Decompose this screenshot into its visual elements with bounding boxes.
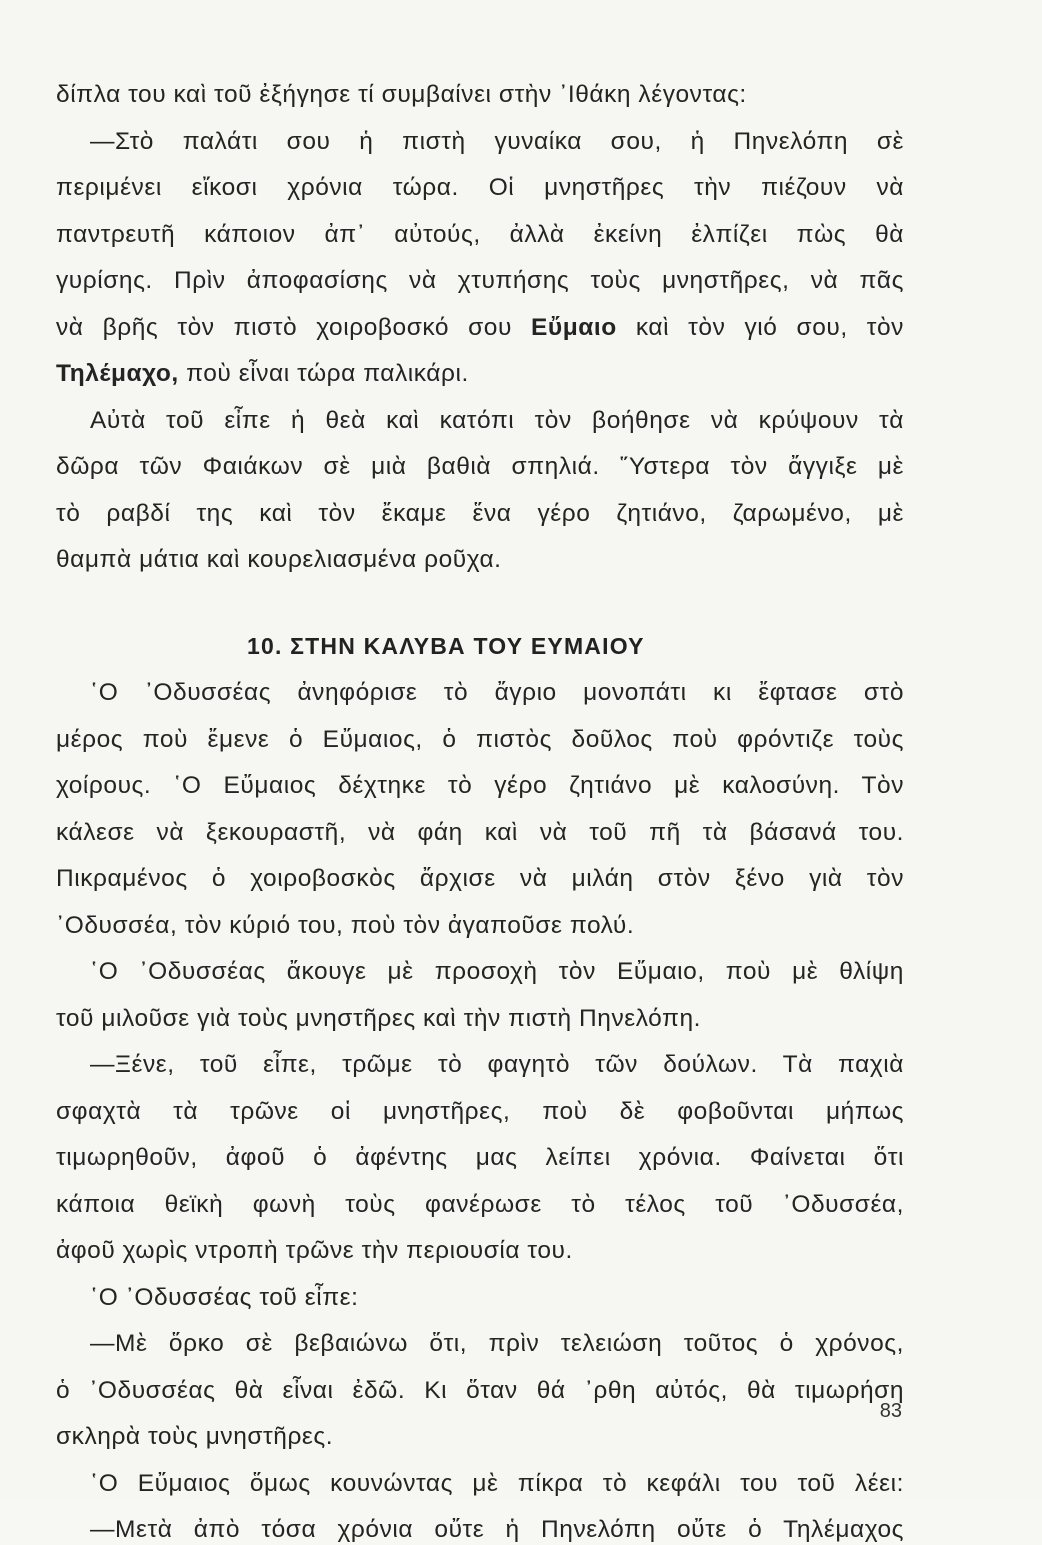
page-number: 83 (879, 1400, 902, 1422)
text-line: γυρίσης. Πρὶν ἀποφασίσης νὰ χτυπήσης τοὺς μνηστῆρες, νὰ πᾶς (56, 267, 904, 294)
text-segment: καὶ τὸν γιό σου, τὸν (616, 313, 904, 341)
text-line: —Ξένε, τοῦ εἶπε, τρῶμε τὸ φαγητὸ τῶν δούλων. Τὰ παχιὰ (90, 1051, 904, 1078)
text-line: μέρος ποὺ ἔμενε ὁ Εὔμαιος, ὁ πιστὸς δοῦλος ποὺ φρόντιζε τοὺς (56, 725, 904, 753)
text-line (56, 359, 469, 389)
text-line: ῾Ο Εὔμαιος ὅμως κουνώντας μὲ πίκρα τὸ κεφάλι του τοῦ λέει: (90, 1469, 904, 1497)
text-line: τὸ ραβδί της καὶ τὸν ἔκαμε ἕνα γέρο ζητιάνο, ζαρωμένο, μὲ (56, 499, 904, 527)
chapter-heading: 10. ΣΤΗΝ ΚΑΛΥΒΑ ΤΟΥ ΕΥΜΑΙΟΥ (247, 633, 645, 659)
name-eumaeus: Εὔμαιο (531, 313, 617, 341)
text-line: —Μὲ ὅρκο σὲ βεβαιώνω ὅτι, πρὶν τελειώση τοῦτος ὁ χρόνος, (90, 1330, 904, 1357)
text-segment: νὰ βρῆς τὸν πιστὸ χοιροβοσκό σου (56, 313, 532, 341)
text-line: Πικραμένος ὁ χοιροβοσκὸς ἄρχισε νὰ μιλάη στὸν ξένο γιὰ τὸν (56, 865, 904, 892)
text-line: σφαχτὰ τὰ τρῶνε οἱ μνηστῆρες, ποὺ δὲ φοβοῦνται μήπως (56, 1097, 904, 1125)
text-line: ᾿Οδυσσέα, τὸν κύριό του, ποὺ τὸν ἀγαποῦσε πολύ. (56, 911, 635, 939)
text-line: χοίρους. ῾Ο Εὔμαιος δέχτηκε τὸ γέρο ζητιάνο μὲ καλοσύνη. Τὸν (56, 772, 904, 799)
text-line: περιμένει εἴκοσι χρόνια τώρα. Οἱ μνηστῆρες τὴν πιέζουν νὰ (56, 174, 904, 201)
text-line: ῾Ο ᾿Οδυσσέας ἄκουγε μὲ προσοχὴ τὸν Εὔμαιο, ποὺ μὲ θλίψη (90, 958, 904, 985)
name-telemachus: Τηλέμαχο, (56, 360, 179, 387)
text-line: δίπλα του καὶ τοῦ ἐξήγησε τί συμβαίνει στὴν ᾿Ιθάκη λέγοντας: (56, 81, 747, 108)
text-line: ῾Ο ᾿Οδυσσέας ἀνηφόρισε τὸ ἄγριο μονοπάτι κι ἔφτασε στὸ (90, 679, 904, 706)
text-line: Αὐτὰ τοῦ εἶπε ἡ θεὰ καὶ κατόπι τὸν βοήθησε νὰ κρύψουν τὰ (90, 406, 904, 434)
text-line: —Στὸ παλάτι σου ἡ πιστὴ γυναίκα σου, ἡ Πηνελόπη σὲ (90, 127, 904, 155)
text-line: ἀφοῦ χωρὶς ντροπὴ τρῶνε τὴν περιουσία του. (56, 1237, 573, 1264)
text-line: τοῦ μιλοῦσε γιὰ τοὺς μνηστῆρες καὶ τὴν πιστὴ Πηνελόπη. (56, 1004, 701, 1032)
text-line: κάλεσε νὰ ξεκουραστῆ, νὰ φάη καὶ νὰ τοῦ πῆ τὰ βάσανά του. (56, 818, 904, 846)
text-segment: ποὺ εἶναι τώρα παλικάρι. (178, 360, 469, 387)
text-line: ῾Ο ᾿Οδυσσέας τοῦ εἶπε: (90, 1283, 359, 1311)
text-line: κάποια θεϊκὴ φωνὴ τοὺς φανέρωσε τὸ τέλος τοῦ ᾿Οδυσσέα, (56, 1190, 904, 1218)
text-line (56, 313, 904, 343)
text-line: —Μετὰ ἀπὸ τόσα χρόνια οὔτε ἡ Πηνελόπη οὔτε ὁ Τηλέμαχος (90, 1516, 904, 1543)
text-line: παντρευτῆ κάποιον ἀπ᾿ αὐτούς, ἀλλὰ ἐκείνη ἐλπίζει πὼς θὰ (56, 220, 904, 248)
text-line: σκληρὰ τοὺς μνηστῆρες. (56, 1423, 334, 1450)
text-line: τιμωρηθοῦν, ἀφοῦ ὁ ἀφέντης μας λείπει χρόνια. Φαίνεται ὅτι (56, 1144, 904, 1171)
text-line: θαμπὰ μάτια καὶ κουρελιασμένα ροῦχα. (56, 546, 502, 573)
text-line: δῶρα τῶν Φαιάκων σὲ μιὰ βαθιὰ σπηλιά. ῞Υστερα τὸν ἄγγιξε μὲ (56, 453, 904, 480)
text-line: ὁ ᾿Οδυσσέας θὰ εἶναι ἐδῶ. Κι ὅταν θά ᾿ρθη αὐτός, θὰ τιμωρήση (56, 1376, 904, 1404)
